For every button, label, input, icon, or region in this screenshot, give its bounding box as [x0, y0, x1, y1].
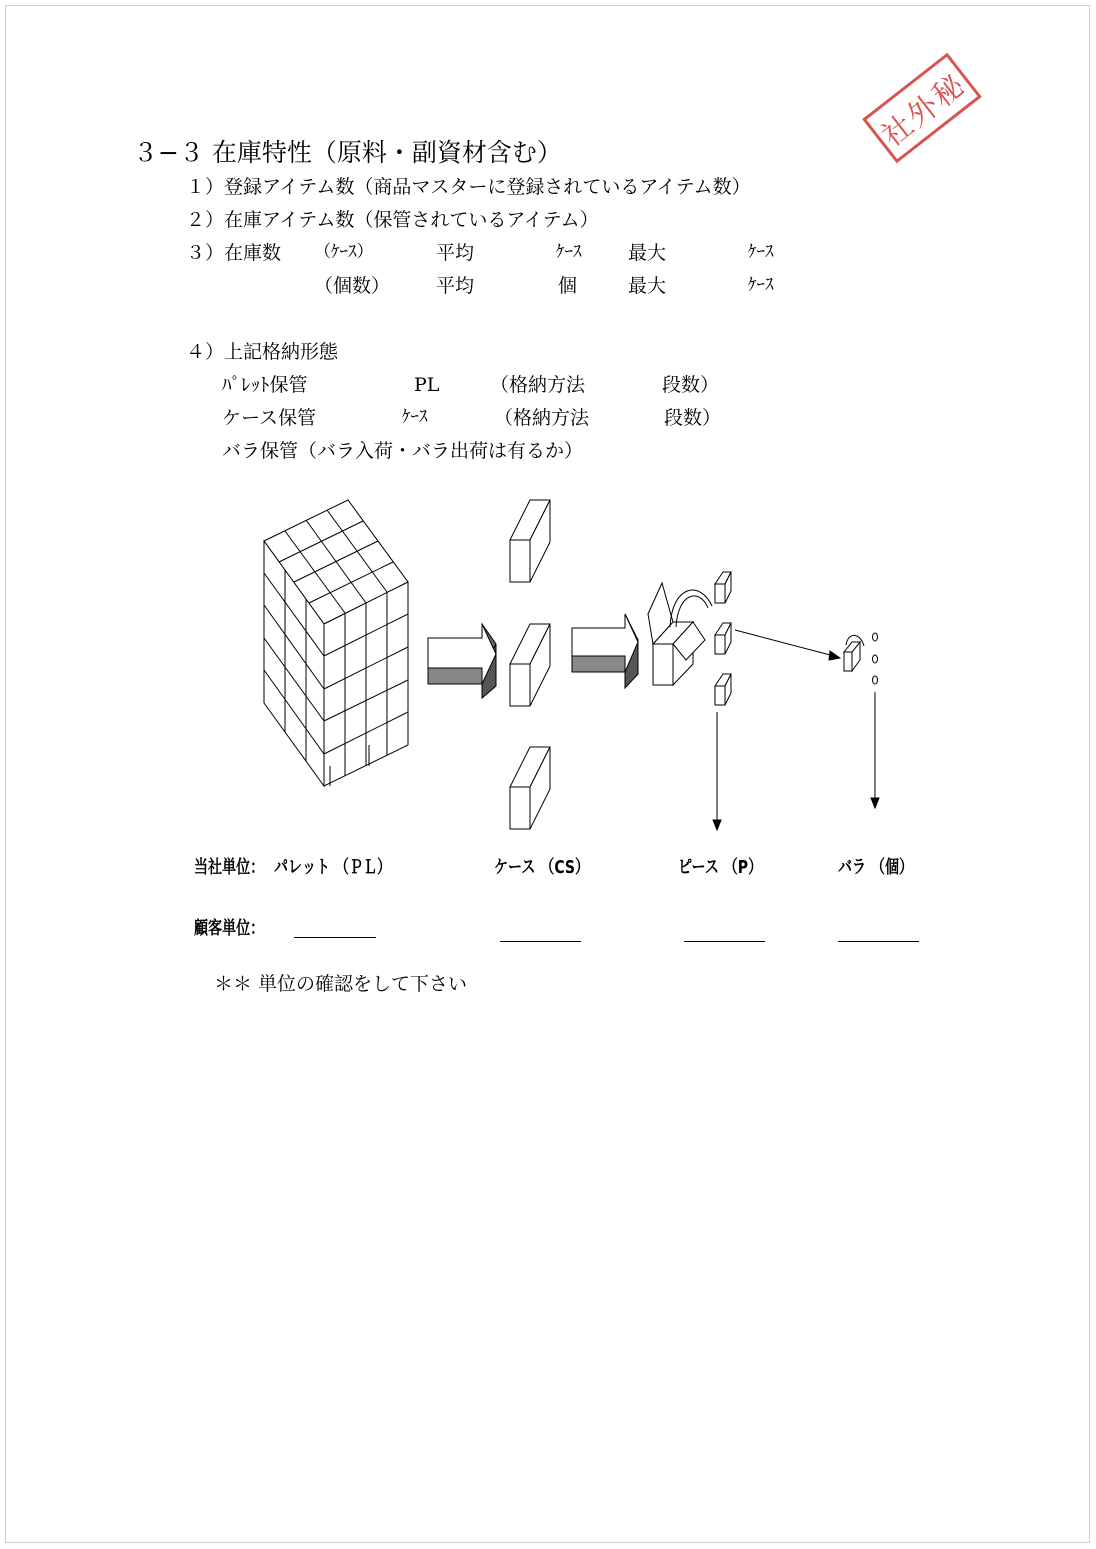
item-stock-quantity-label: ３）在庫数	[186, 242, 282, 264]
customer-unit-piece-blank	[684, 941, 765, 942]
bulk-item-icon	[873, 633, 878, 684]
case-storage-tiers: 段数）	[664, 407, 722, 429]
pallet-storage-method: （格納方法	[490, 374, 586, 396]
stock-row2-max-unit: ｹｰｽ	[748, 275, 774, 295]
piece-box-icon	[715, 674, 731, 705]
pallet-storage-name: ﾊﾟﾚｯﾄ保管	[222, 374, 308, 396]
case-box-icon	[510, 747, 550, 829]
open-piece-icon	[844, 635, 864, 671]
stock-row2-unit: （個数）	[314, 275, 391, 297]
stock-row1-average: 平均	[436, 242, 475, 264]
pallet-stack-icon	[264, 500, 408, 786]
company-unit-bulk: バラ （個）	[838, 857, 914, 878]
arrow-right-icon	[572, 614, 638, 688]
unit-confirmation-note: ＊＊ 単位の確認をして下さい	[214, 973, 468, 995]
item-storage-form-label: ４）上記格納形態	[186, 341, 339, 363]
section-heading: ３−３ 在庫特性（原料・副資材含む）	[133, 138, 562, 167]
company-unit-case: ケース （CS）	[494, 857, 590, 878]
arrow-right-icon	[428, 624, 496, 698]
stock-row1-unit: （ｹｰｽ）	[314, 242, 374, 262]
case-box-icon	[510, 500, 550, 582]
confidential-stamp: 社外秘	[862, 53, 982, 164]
open-case-icon	[648, 583, 712, 685]
pallet-storage-tiers: 段数）	[662, 374, 720, 396]
piece-box-icon	[715, 623, 731, 654]
customer-unit-bulk-blank	[838, 941, 919, 942]
customer-unit-case-blank	[500, 941, 581, 942]
case-storage-name: ケース保管	[222, 407, 317, 429]
stock-row2-average: 平均	[436, 275, 475, 297]
company-unit-piece: ピース （P）	[678, 857, 763, 878]
customer-unit-label: 顧客単位：	[194, 918, 265, 939]
stock-row2-average-unit: 個	[558, 275, 578, 297]
pallet-storage-code: PL	[414, 374, 440, 396]
stock-row1-average-unit: ｹｰｽ	[556, 242, 582, 262]
customer-unit-pallet-blank	[294, 937, 376, 938]
bulk-storage-name: バラ保管（バラ入荷・バラ出荷は有るか）	[222, 440, 584, 462]
company-unit-pallet: パレット （ＰＬ）	[274, 857, 392, 878]
piece-box-icon	[715, 572, 731, 603]
stock-row1-max: 最大	[628, 242, 667, 264]
case-storage-method: （格納方法	[494, 407, 590, 429]
stock-row2-max: 最大	[628, 275, 667, 297]
case-storage-code: ｹｰｽ	[402, 407, 428, 427]
stock-row1-max-unit: ｹｰｽ	[748, 242, 774, 262]
item-registered-count: １）登録アイテム数（商品マスターに登録されているアイテム数）	[186, 176, 751, 198]
company-unit-label: 当社単位：	[194, 857, 265, 878]
item-stock-count: ２）在庫アイテム数（保管されているアイテム）	[186, 209, 599, 231]
case-box-icon	[510, 624, 550, 706]
